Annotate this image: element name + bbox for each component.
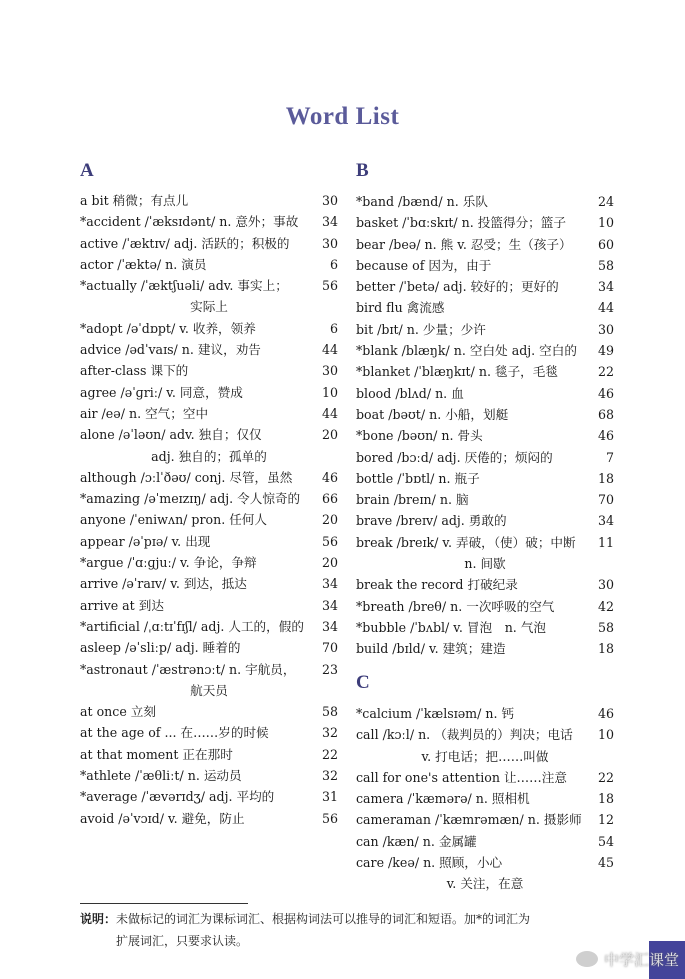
- word-entry: [356, 831, 614, 852]
- word-entry: [80, 701, 338, 722]
- word-entry-text: better /ˈbetə/ adj. 较好的；更好的: [356, 279, 559, 295]
- word-entry-page: 46: [597, 428, 614, 444]
- word-entry-text: bit /bɪt/ n. 少量；少许: [356, 321, 486, 337]
- page-title: Word List: [285, 103, 400, 130]
- word-entry-text: bird flu 禽流感: [356, 300, 445, 316]
- footnote-label: 说明：: [80, 912, 117, 926]
- word-entry-page: 34: [597, 279, 614, 295]
- footnote-text-line-2: 扩展词汇，只要求认读。: [116, 934, 249, 948]
- word-entry: [356, 617, 614, 638]
- word-entry-text: basket /ˈbɑːskɪt/ n. 投篮得分；篮子: [356, 215, 566, 231]
- word-entry-text: asleep /əˈsliːp/ adj. 睡着的: [80, 640, 241, 656]
- word-entry: [80, 360, 338, 381]
- word-entry: [356, 852, 614, 873]
- word-entry-page: 12: [597, 812, 614, 828]
- word-entry: [80, 233, 338, 254]
- footnote-divider: [80, 903, 248, 904]
- word-entry-text: *bone /bəʊn/ n. 骨头: [356, 428, 483, 444]
- footnote-text-line-1: 未做标记的词汇为课标词汇、根据构词法可以推导的词汇和短语。加*的词汇为: [116, 912, 531, 926]
- word-entry-text: *calcium /ˈkælsɪəm/ n. 钙: [356, 706, 515, 721]
- word-entry-text: call for one's attention 让……注意: [356, 769, 567, 785]
- word-entry-page: 34: [321, 618, 338, 634]
- word-entry-page: 44: [321, 342, 338, 358]
- word-entry: [356, 489, 614, 510]
- word-entry: [80, 744, 338, 765]
- word-entry: [80, 573, 338, 594]
- word-entry: [80, 659, 338, 680]
- word-entry-text: *astronaut /ˈæstrənɔːt/ n. 宇航员，: [80, 661, 296, 677]
- word-entry-text: *blanket /ˈblæŋkɪt/ n. 毯子，毛毯: [356, 364, 558, 380]
- word-entry: [80, 211, 338, 232]
- word-entry: [80, 382, 338, 403]
- word-entry: [356, 468, 614, 489]
- word-entry-page: 22: [597, 769, 614, 785]
- word-entry-page: 46: [321, 469, 338, 485]
- word-entry: [356, 596, 614, 617]
- word-entry-page: 24: [597, 194, 614, 209]
- wechat-icon: [576, 951, 598, 967]
- word-entry-text: v. 打电话；把……叫做: [421, 748, 549, 764]
- word-entry: [80, 722, 338, 743]
- word-entry: [356, 767, 614, 788]
- word-entry: [80, 680, 338, 701]
- word-entry-text: boat /bəʊt/ n. 小船，划艇: [356, 406, 509, 422]
- word-entry-page: 18: [597, 470, 614, 486]
- word-entry-text: v. 关注，在意: [446, 876, 524, 892]
- word-entry-page: 58: [597, 257, 614, 273]
- section-heading-b: B: [356, 160, 369, 181]
- word-entry-page: 46: [597, 706, 614, 721]
- word-entry-page: 20: [321, 555, 338, 571]
- word-entry: [80, 190, 338, 211]
- word-entry-text: can /kæn/ n. 金属罐: [356, 833, 477, 849]
- word-entry-text: appear /əˈpɪə/ v. 出现: [80, 533, 211, 549]
- word-entry-text: active /ˈæktɪv/ adj. 活跃的；积极的: [80, 235, 290, 251]
- word-entry: [356, 319, 614, 340]
- word-entry-text: *breath /breθ/ n. 一次呼吸的空气: [356, 598, 555, 614]
- word-entry: [80, 254, 338, 275]
- word-entry-page: 58: [321, 704, 338, 720]
- word-entry: [356, 361, 614, 382]
- word-entry: [356, 510, 614, 531]
- word-entry-page: 42: [597, 598, 614, 614]
- word-entry: [80, 296, 338, 317]
- word-entry: [80, 488, 338, 509]
- word-entry-text: agree /əˈɡriː/ v. 同意，赞成: [80, 384, 243, 400]
- word-entry-text: anyone /ˈeniwʌn/ pron. 任何人: [80, 512, 267, 528]
- word-entry-text: build /bɪld/ v. 建筑；建造: [356, 641, 506, 657]
- word-entry-page: 20: [321, 427, 338, 443]
- word-entry-page: 30: [321, 363, 338, 379]
- word-entry-text: blood /blʌd/ n. 血: [356, 385, 464, 401]
- word-entry: [356, 873, 614, 894]
- word-entry-page: 10: [597, 215, 614, 231]
- word-entry-page: 32: [321, 768, 338, 784]
- word-entry: [356, 255, 614, 276]
- word-entry-page: 30: [597, 577, 614, 593]
- word-entry-page: 6: [329, 256, 338, 272]
- word-entry-page: 58: [597, 619, 614, 635]
- word-entry: [80, 403, 338, 424]
- word-entry-page: 46: [597, 385, 614, 401]
- word-entry-text: bored /bɔːd/ adj. 厌倦的；烦闷的: [356, 449, 553, 465]
- word-entry-text: *blank /blæŋk/ n. 空白处 adj. 空白的: [356, 343, 577, 359]
- word-entry-text: although /ɔːlˈðəʊ/ conj. 尽管，虽然: [80, 469, 293, 485]
- word-entry: [356, 809, 614, 830]
- word-list-a: [80, 190, 338, 829]
- word-entry-page: 31: [321, 789, 338, 805]
- word-entry-page: 30: [597, 321, 614, 337]
- section-heading-c: C: [356, 672, 370, 693]
- word-entry-page: 18: [597, 641, 614, 657]
- word-entry-text: break the record 打破纪录: [356, 577, 518, 593]
- word-entry: [80, 808, 338, 829]
- word-entry-page: 18: [597, 791, 614, 807]
- word-entry: [80, 467, 338, 488]
- word-entry: [80, 637, 338, 658]
- watermark: [519, 939, 685, 979]
- word-entry-page: 11: [597, 534, 614, 550]
- word-entry-text: *average /ˈævərɪdʒ/ adj. 平均的: [80, 789, 275, 805]
- word-entry-page: 22: [597, 364, 614, 380]
- word-entry: [80, 786, 338, 807]
- word-entry: [356, 703, 614, 724]
- word-entry-page: 10: [597, 727, 614, 743]
- word-entry: [80, 616, 338, 637]
- word-entry: [356, 234, 614, 255]
- word-entry-text: *artificial /ˌɑːtɪˈfɪʃl/ adj. 人工的，假的: [80, 618, 304, 634]
- word-entry-text: *bubble /ˈbʌbl/ v. 冒泡 n. 气泡: [356, 619, 547, 635]
- word-entry-text: at that moment 正在那时: [80, 746, 233, 762]
- word-entry-text: adj. 独自的；孤单的: [151, 448, 267, 464]
- word-entry-text: brain /breɪn/ n. 脑: [356, 492, 469, 508]
- word-entry-text: alone /əˈləʊn/ adv. 独自；仅仅: [80, 427, 262, 443]
- word-entry: [356, 746, 614, 767]
- word-entry: [356, 447, 614, 468]
- word-entry: [80, 552, 338, 573]
- word-entry-text: break /breɪk/ v. 弄破，（使）破；中断: [356, 534, 576, 550]
- word-entry: [356, 383, 614, 404]
- word-entry-page: 44: [321, 405, 338, 421]
- word-entry: [80, 339, 338, 360]
- word-entry: [356, 574, 614, 595]
- word-entry-text: care /keə/ n. 照顾，小心: [356, 855, 503, 871]
- section-heading-a: A: [80, 160, 94, 181]
- word-entry: [80, 424, 338, 445]
- word-list-c: [356, 703, 614, 895]
- word-entry-text: avoid /əˈvɔɪd/ v. 避免，防止: [80, 810, 245, 826]
- watermark-text: 中学汇课堂: [603, 950, 679, 969]
- word-entry-text: brave /breɪv/ adj. 勇敢的: [356, 513, 507, 529]
- word-entry-text: at once 立刻: [80, 704, 156, 720]
- word-entry-text: advice /ədˈvaɪs/ n. 建议，劝告: [80, 342, 261, 358]
- word-entry: [356, 340, 614, 361]
- word-entry: [356, 191, 614, 212]
- word-entry-text: 航天员: [190, 682, 228, 698]
- word-entry: [80, 509, 338, 530]
- word-entry-text: *actually /ˈæktʃuəli/ adv. 事实上；: [80, 278, 288, 294]
- word-entry: [356, 425, 614, 446]
- word-entry-text: arrive /əˈraɪv/ v. 到达，抵达: [80, 576, 247, 592]
- word-entry-page: 56: [321, 278, 338, 294]
- word-entry-text: 实际上: [190, 299, 228, 315]
- word-entry-page: 10: [321, 384, 338, 400]
- word-entry-text: *amazing /əˈmeɪzɪŋ/ adj. 令人惊奇的: [80, 491, 301, 507]
- word-entry-page: 20: [321, 512, 338, 528]
- word-entry-page: 6: [329, 320, 338, 336]
- word-entry-page: 44: [597, 300, 614, 316]
- word-entry-page: 30: [321, 193, 338, 208]
- word-entry: [80, 765, 338, 786]
- word-entry-text: *accident /ˈæksɪdənt/ n. 意外；事故: [80, 214, 299, 230]
- word-entry-page: 68: [597, 406, 614, 422]
- word-entry: [356, 724, 614, 745]
- word-entry-page: 34: [321, 214, 338, 230]
- word-list-b: [356, 191, 614, 660]
- word-entry-text: *argue /ˈɑːɡjuː/ v. 争论，争辩: [80, 555, 257, 571]
- word-entry-page: 30: [321, 235, 338, 251]
- word-entry-page: 49: [597, 343, 614, 359]
- word-entry-page: 22: [321, 746, 338, 762]
- word-entry: [80, 446, 338, 467]
- word-entry-page: 54: [597, 833, 614, 849]
- word-entry-text: a bit 稍微；有点儿: [80, 193, 189, 208]
- word-entry-text: *athlete /ˈæθliːt/ n. 运动员: [80, 768, 242, 784]
- word-entry-text: arrive at 到达: [80, 597, 164, 613]
- word-entry: [356, 297, 614, 318]
- word-entry: [356, 638, 614, 659]
- word-entry-page: 32: [321, 725, 338, 741]
- word-entry: [80, 275, 338, 296]
- word-entry-page: 66: [321, 491, 338, 507]
- word-entry-text: n. 间歇: [464, 556, 506, 572]
- word-entry-text: at the age of ... 在……岁的时候: [80, 725, 269, 741]
- word-entry-page: 34: [321, 597, 338, 613]
- word-entry-page: 70: [321, 640, 338, 656]
- word-entry: [356, 276, 614, 297]
- word-entry-page: 34: [321, 576, 338, 592]
- word-entry-text: bear /beə/ n. 熊 v. 忍受；生（孩子）: [356, 236, 572, 252]
- word-entry-page: 60: [597, 236, 614, 252]
- word-entry-page: 56: [321, 810, 338, 826]
- word-entry: [356, 553, 614, 574]
- word-entry: [356, 404, 614, 425]
- word-entry: [80, 318, 338, 339]
- word-entry-text: air /eə/ n. 空气；空中: [80, 405, 209, 421]
- word-entry-page: 34: [597, 513, 614, 529]
- word-entry-page: 7: [605, 449, 614, 465]
- word-entry: [356, 212, 614, 233]
- word-entry-page: 45: [597, 855, 614, 871]
- word-entry-page: 70: [597, 492, 614, 508]
- word-entry-page: 23: [321, 661, 338, 677]
- word-entry-text: because of 因为，由于: [356, 257, 492, 273]
- word-entry: [80, 595, 338, 616]
- word-entry-text: *adopt /əˈdɒpt/ v. 收养，领养: [80, 320, 256, 336]
- word-entry: [356, 788, 614, 809]
- word-entry-text: call /kɔːl/ n. （裁判员的）判决；电话: [356, 727, 573, 743]
- word-entry-text: after-class 课下的: [80, 363, 189, 379]
- word-entry: [80, 531, 338, 552]
- word-entry-text: cameraman /ˈkæmrəmæn/ n. 摄影师: [356, 812, 582, 828]
- word-entry-text: camera /ˈkæmərə/ n. 照相机: [356, 791, 530, 807]
- word-entry-text: bottle /ˈbɒtl/ n. 瓶子: [356, 470, 480, 486]
- word-entry-page: 56: [321, 533, 338, 549]
- word-entry-text: actor /ˈæktə/ n. 演员: [80, 256, 207, 272]
- word-entry-text: *band /bænd/ n. 乐队: [356, 194, 488, 209]
- word-entry: [356, 532, 614, 553]
